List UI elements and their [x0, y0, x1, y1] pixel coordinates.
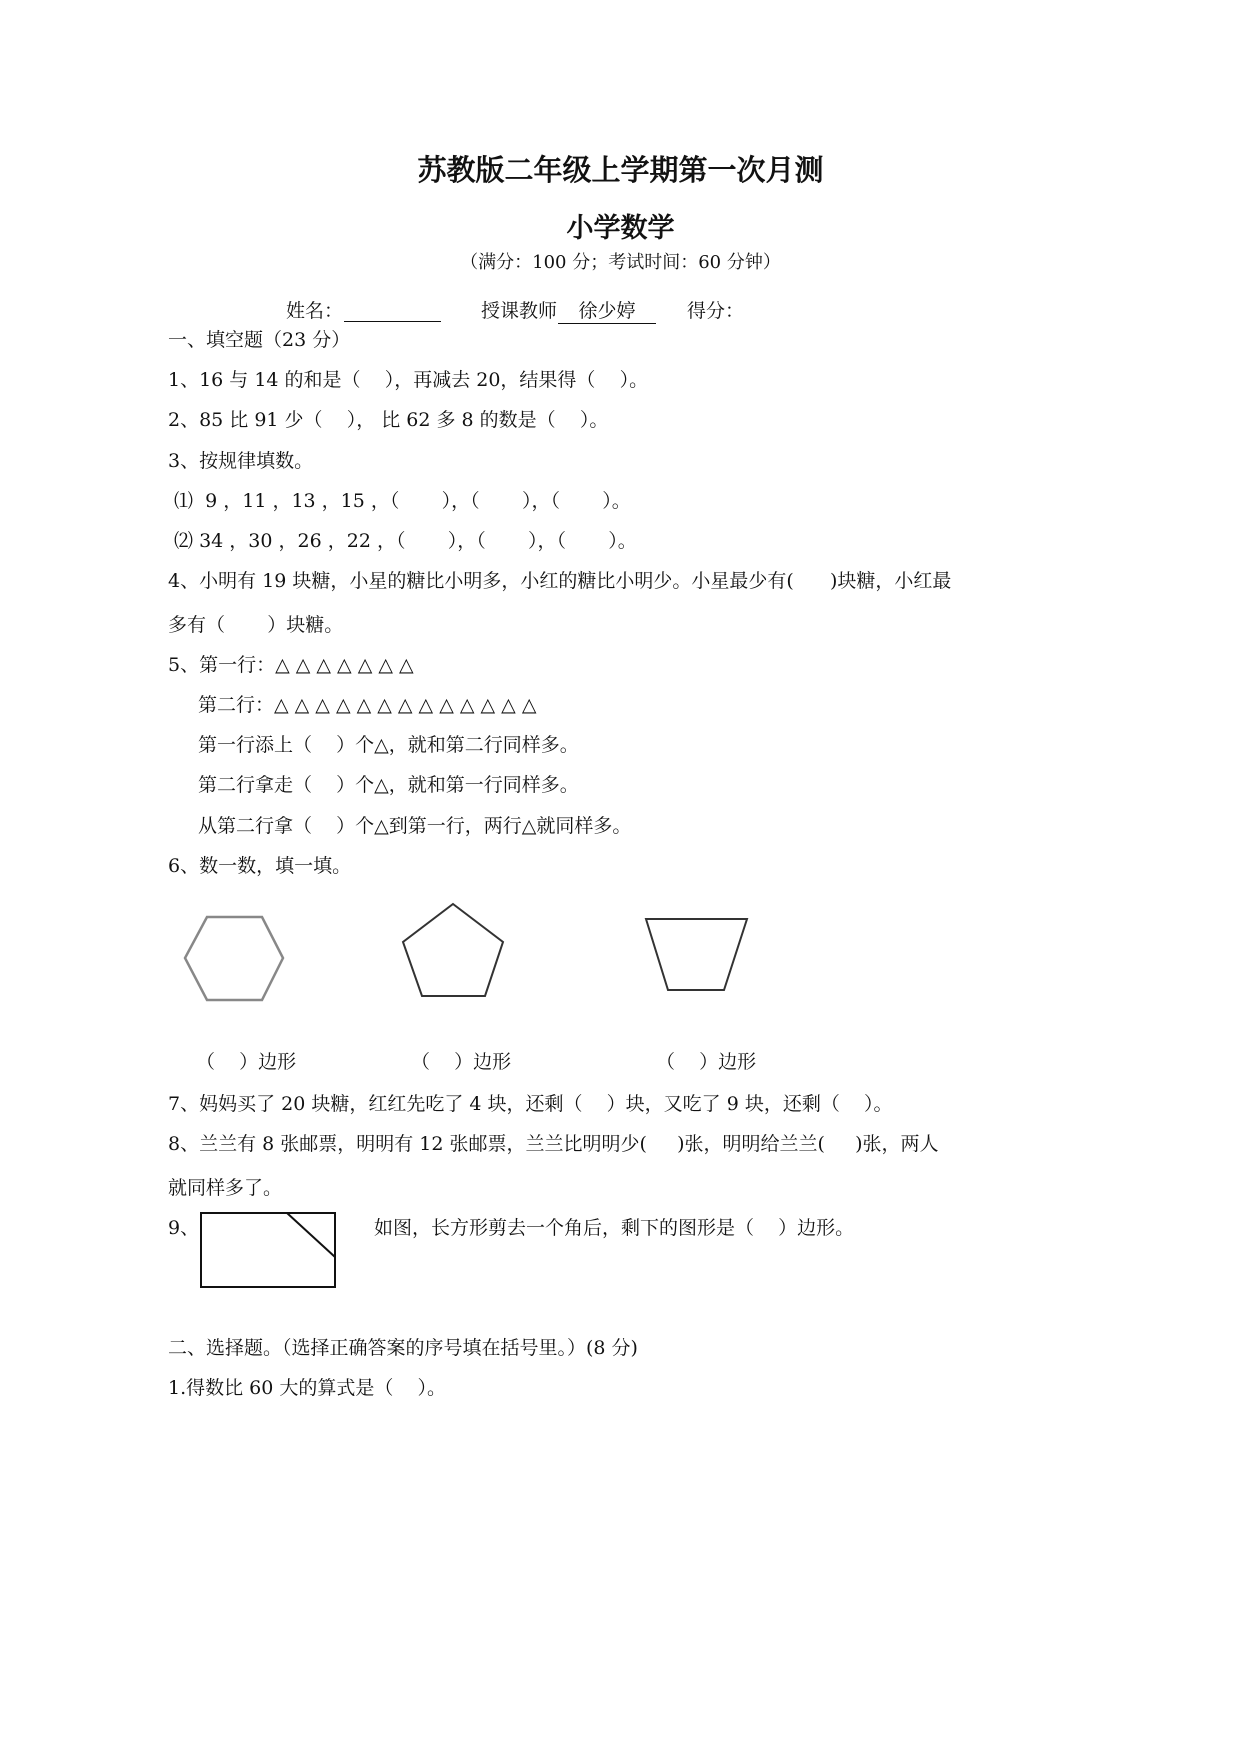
- q6-label-pentagon: （ ）边形: [411, 1051, 512, 1073]
- section1-heading: 一、填空题（23 分）: [168, 329, 351, 351]
- question-7: 7、妈妈买了 20 块糖，红红先吃了 4 块，还剩（ ）块，又吃了 9 块，还剩（ ）。: [168, 1093, 893, 1115]
- score-info: （满分：100 分；考试时间：60 分钟）: [460, 252, 781, 273]
- question-5b: 第二行拿走（ ）个△，就和第一行同样多。: [198, 774, 579, 796]
- question-5a: 第一行添上（ ）个△，就和第二行同样多。: [198, 734, 579, 756]
- hexagon-figure: [185, 917, 283, 1000]
- teacher-name: 徐少婷: [558, 299, 656, 324]
- pentagon-figure: [403, 904, 503, 996]
- score-label: 得分：: [687, 300, 745, 322]
- q6-label-hexagon: （ ）边形: [196, 1051, 297, 1073]
- choice-question-1: 1.得数比 60 大的算式是（ ）。: [168, 1377, 447, 1399]
- question-3: 3、按规律填数。: [168, 450, 314, 472]
- question-8-cont: 就同样多了。: [168, 1177, 283, 1199]
- question-5-row2: 第二行：△ △ △ △ △ △ △ △ △ △ △ △ △: [198, 694, 537, 716]
- cut-line: [287, 1213, 335, 1257]
- question-6: 6、数一数，填一填。: [168, 855, 352, 877]
- name-label: 姓名：: [286, 300, 344, 322]
- question-9: 如图，长方形剪去一个角后，剩下的图形是（ ）边形。: [374, 1217, 855, 1239]
- question-4-cont: 多有（ ）块糖。: [168, 614, 344, 636]
- section2-heading: 二、选择题。（选择正确答案的序号填在括号里。）(8 分): [168, 1337, 638, 1359]
- question-1: 1、16 与 14 的和是（ ），再减去 20，结果得（ ）。: [168, 369, 649, 391]
- q6-label-trapezoid: （ ）边形: [656, 1051, 757, 1073]
- question-8: 8、兰兰有 8 张邮票，明明有 12 张邮票，兰兰比明明少( )张，明明给兰兰( )张，两人: [168, 1133, 939, 1155]
- rectangle-figure: [201, 1213, 335, 1287]
- question-5c: 从第二行拿（ ）个△到第一行，两行△就同样多。: [198, 815, 632, 837]
- question-3-1: ⑴ 9 ，11 ，13 ，15 ，（ ），（ ），（ ）。: [168, 490, 631, 512]
- question-5-row1: 5、第一行：△ △ △ △ △ △ △: [168, 654, 414, 676]
- exam-title: 苏教版二年级上学期第一次月测: [417, 153, 824, 187]
- question-2: 2、85 比 91 少（ ）， 比 62 多 8 的数是（ ）。: [168, 409, 609, 431]
- question-9-number: 9、: [168, 1217, 200, 1239]
- trapezoid-figure: [646, 919, 747, 990]
- exam-subtitle: 小学数学: [566, 213, 675, 244]
- question-3-2: ⑵ 34 ，30 ，26 ，22 ，（ ），（ ），（ ）。: [168, 530, 637, 552]
- question-4: 4、小明有 19 块糖，小星的糖比小明多，小红的糖比小明少。小星最少有( )块糖，小红最: [168, 570, 952, 592]
- teacher-label: 授课教师: [481, 300, 558, 322]
